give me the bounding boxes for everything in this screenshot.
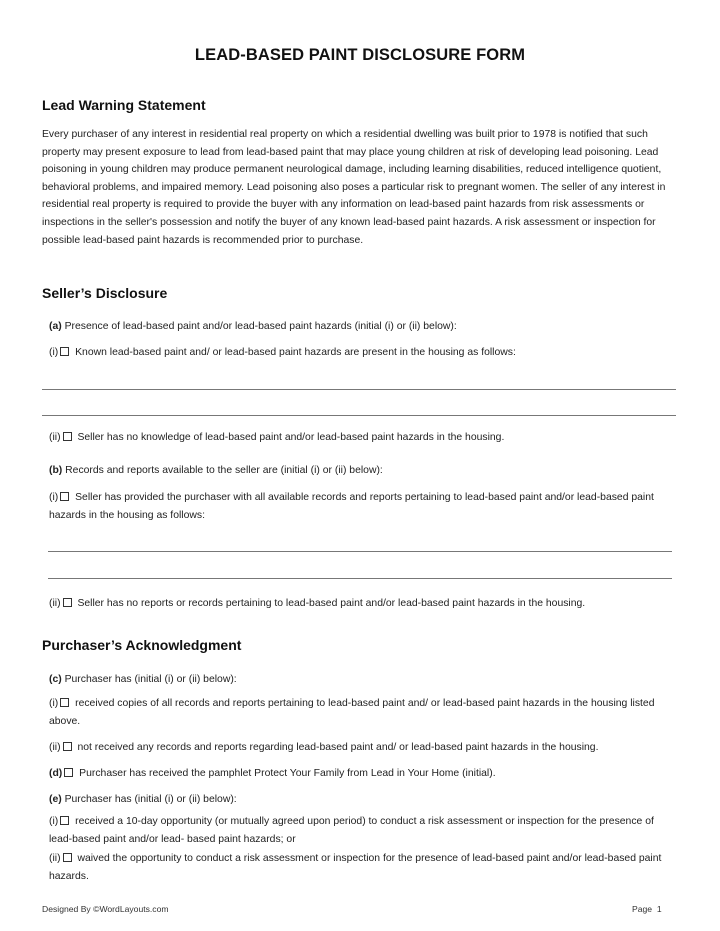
seller-disclosure-heading: Seller’s Disclosure <box>42 285 168 301</box>
purchaser-item-c-ii <box>49 739 598 756</box>
checkbox[interactable] <box>60 698 69 707</box>
seller-item-b-label: (b) <box>49 465 63 476</box>
purchaser-item-e-i-label: (i) <box>49 816 59 827</box>
seller-item-b-ii-text: Seller has no reports or records pertaining to lead-based paint and/or lead-based paint hazards in the housing. <box>77 598 586 609</box>
document-title: LEAD-BASED PAINT DISCLOSURE FORM <box>194 46 526 64</box>
seller-item-a-ii-label: (ii) <box>49 432 61 443</box>
seller-item-a-i-label: (i) <box>49 347 59 358</box>
fill-in-line[interactable] <box>42 415 676 416</box>
seller-item-a-ii <box>49 429 504 446</box>
seller-item-b-i <box>49 489 674 525</box>
purchaser-item-c-i <box>49 695 674 731</box>
purchaser-item-e-i <box>49 813 674 849</box>
seller-item-a-i-text: Known lead-based paint and/ or lead-based paint hazards are present in the housing as follows: <box>75 347 516 358</box>
fill-in-line[interactable] <box>42 389 676 390</box>
seller-item-b-text: Records and reports available to the seller are (initial (i) or (ii) below): <box>65 465 383 476</box>
seller-item-b-i-text: Seller has provided the purchaser with all available records and reports pertaining to lead-based paint and/or lead-based paint hazards in the housing as follows: <box>49 492 654 521</box>
lead-warning-heading: Lead Warning Statement <box>42 97 206 113</box>
lead-warning-body: Every purchaser of any interest in residential real property on which a residential dwelling was built prior to 1978 is notified that such property may present exposure to lead from lead-based paint that may place young children at risk of developing lead poisoning. Lead poisoning in young children may produce permanent neurological damage, including learning disabilities, reduced intelligence quotient, behavioral problems, and impaired memory. Lead poisoning also poses a particular risk to pregnant women. The seller of any interest in residential real property is required to provide the buyer with any information on lead-based paint hazards from risk assessments or inspections in the seller's possession and notify the buyer of any known lead-based paint hazards. A risk assessment or inspection for possible lead-based paint hazards is recommended prior to purchase. <box>42 129 666 246</box>
seller-item-b-ii-label: (ii) <box>49 598 61 609</box>
footer-credit: Designed By ©WordLayouts.com <box>42 904 169 914</box>
seller-item-b-ii <box>49 595 585 612</box>
page-number-value: 1 <box>656 904 662 914</box>
checkbox[interactable] <box>64 768 73 777</box>
purchaser-item-e-text: Purchaser has (initial (i) or (ii) below): <box>64 794 237 805</box>
purchaser-item-c-label: (c) <box>49 674 62 685</box>
fill-in-line[interactable] <box>48 551 672 552</box>
purchaser-item-e <box>49 791 237 808</box>
page-number <box>632 904 662 914</box>
purchaser-item-d-text: Purchaser has received the pamphlet Protect Your Family from Lead in Your Home (initial). <box>79 768 496 779</box>
checkbox[interactable] <box>60 816 69 825</box>
page-number-label: Page <box>632 904 653 914</box>
seller-item-a-ii-text: Seller has no knowledge of lead-based paint and/or lead-based paint hazards in the housing. <box>77 432 505 443</box>
seller-item-a-i <box>49 344 516 361</box>
purchaser-item-e-label: (e) <box>49 794 62 805</box>
purchaser-item-c-i-text: received copies of all records and reports pertaining to lead-based paint and/ or lead-based paint hazards in the housing listed above. <box>49 698 655 727</box>
checkbox[interactable] <box>60 347 69 356</box>
seller-item-a-label: (a) <box>49 321 62 332</box>
checkbox[interactable] <box>63 742 72 751</box>
purchaser-item-c-text: Purchaser has (initial (i) or (ii) below): <box>64 674 237 685</box>
purchaser-item-c <box>49 671 237 688</box>
purchaser-item-e-i-text: received a 10-day opportunity (or mutually agreed upon period) to conduct a risk assessment or inspection for the presence of lead-based paint and/or lead- based paint hazards; or <box>49 816 654 845</box>
seller-item-a-text: Presence of lead-based paint and/or lead-based paint hazards (initial (i) or (ii) below): <box>64 321 457 332</box>
checkbox[interactable] <box>60 492 69 501</box>
purchaser-item-c-ii-text: not received any records and reports regarding lead-based paint and/ or lead-based paint hazards in the housing. <box>77 742 599 753</box>
checkbox[interactable] <box>63 432 72 441</box>
purchaser-item-d-label: (d) <box>49 768 63 779</box>
seller-item-a <box>49 318 457 335</box>
fill-in-line[interactable] <box>48 578 672 579</box>
purchaser-item-e-ii-label: (ii) <box>49 853 61 864</box>
checkbox[interactable] <box>63 598 72 607</box>
purchaser-item-d <box>49 765 496 782</box>
purchaser-item-c-i-label: (i) <box>49 698 59 709</box>
purchaser-item-e-ii-text: waived the opportunity to conduct a risk assessment or inspection for the presence of lead-based paint and/or lead-based paint hazards. <box>49 853 662 882</box>
checkbox[interactable] <box>63 853 72 862</box>
seller-item-b <box>49 462 383 479</box>
purchaser-item-c-ii-label: (ii) <box>49 742 61 753</box>
purchaser-item-e-ii <box>49 850 674 886</box>
seller-item-b-i-label: (i) <box>49 492 59 503</box>
purchaser-acknowledgment-heading: Purchaser’s Acknowledgment <box>42 637 242 653</box>
